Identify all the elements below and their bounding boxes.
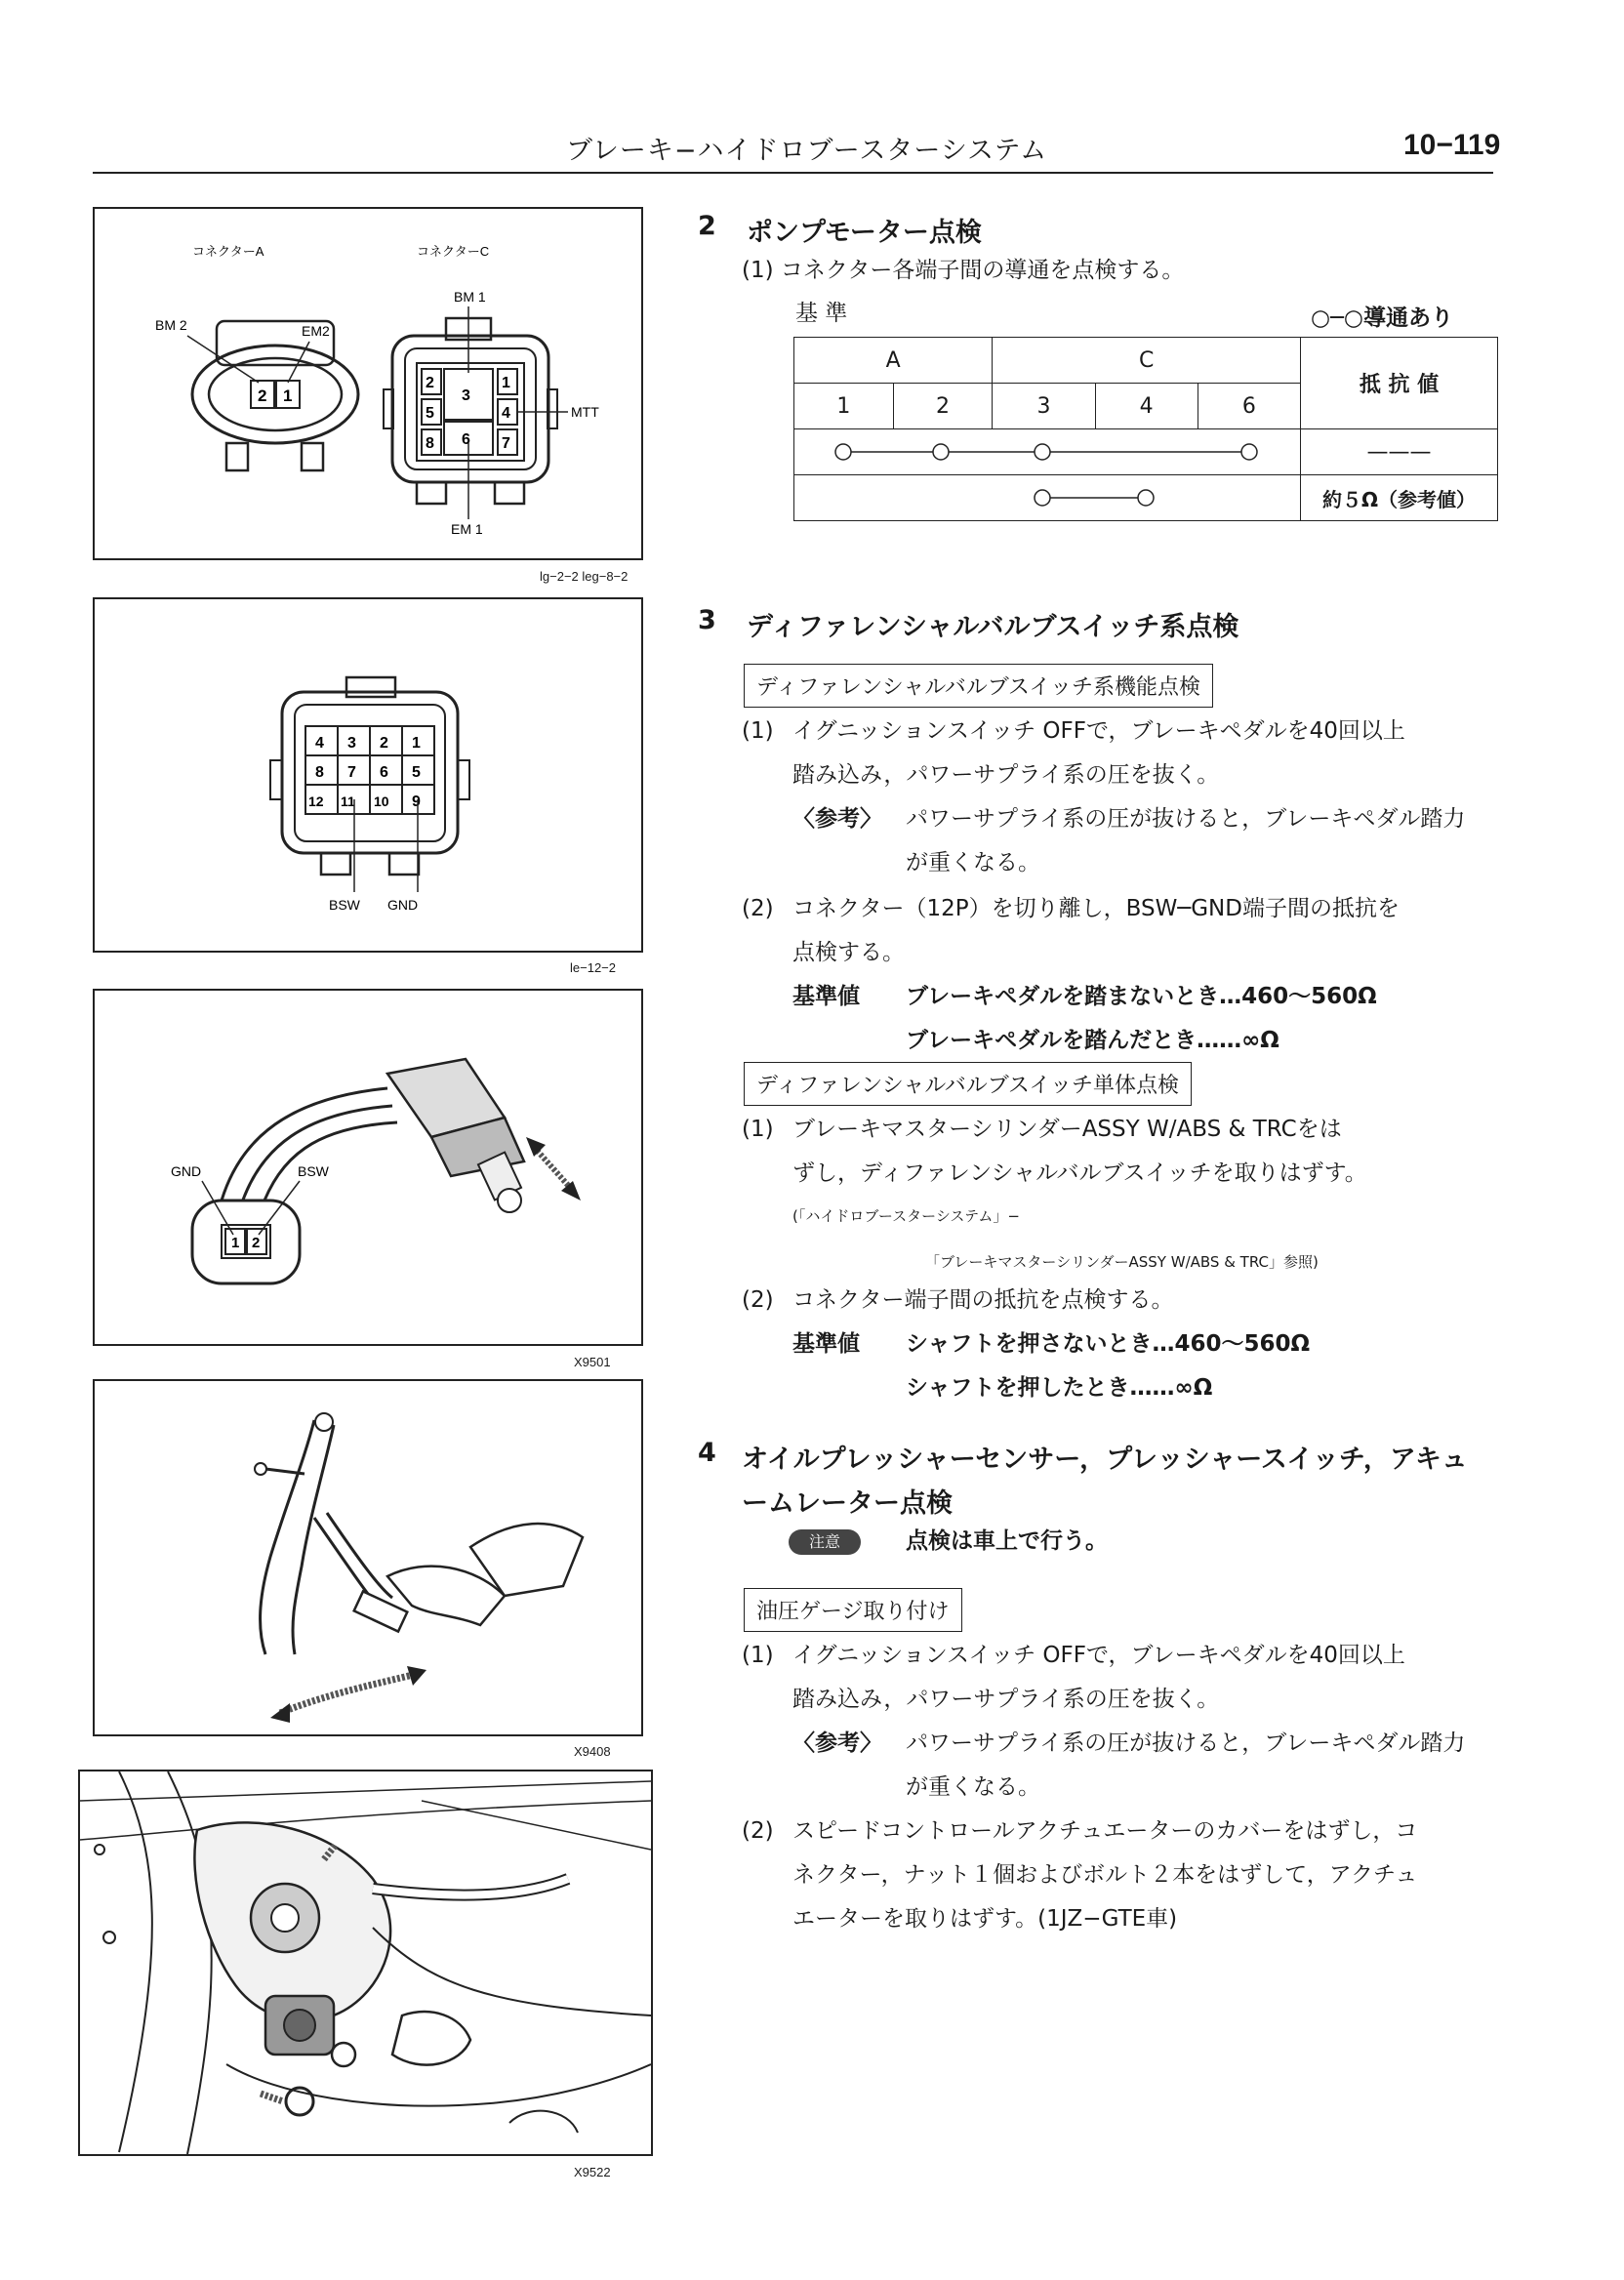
standard-value: ブレーキペダルを踏まないとき…460〜560Ω bbox=[906, 984, 1377, 1009]
figure-12p-connector bbox=[93, 597, 643, 953]
page-number: 10−119 bbox=[1403, 129, 1501, 161]
section-4-title: オイルプレッシャーセンサー，プレッシャースイッチ，アキュ bbox=[742, 1445, 1468, 1475]
step-number: (1) bbox=[742, 718, 774, 744]
reference-text: パワーサプライ系の圧が抜けると，ブレーキペダル踏力 bbox=[906, 806, 1466, 832]
pin-12p-9: 9 bbox=[412, 794, 421, 810]
step-text: イグニッションスイッチ OFFで，ブレーキペダルを40回以上 bbox=[792, 718, 1405, 744]
standard-value: シャフトを押さないとき…460〜560Ω bbox=[906, 1331, 1311, 1357]
step-text: エーターを取りはずす。(1JZ−GTE車) bbox=[792, 1906, 1178, 1932]
reference-text: が重くなる。 bbox=[906, 1774, 1040, 1800]
caution-badge: 注意 bbox=[789, 1529, 861, 1555]
step-text: コネクター端子間の抵抗を点検する。 bbox=[792, 1287, 1174, 1313]
pin-c-1: 1 bbox=[502, 375, 510, 391]
section-2-step-1: (1) コネクター各端子間の導通を点検する。 bbox=[742, 258, 1185, 283]
pin-12p-3: 3 bbox=[347, 735, 356, 752]
continuity-line-3-4 bbox=[794, 476, 1300, 519]
connector-diagram bbox=[95, 209, 641, 558]
pin-c-4: 4 bbox=[502, 405, 510, 422]
figure-caption: X9522 bbox=[574, 2165, 611, 2179]
gnd-label: GND bbox=[171, 1163, 202, 1179]
brake-pedal-illustration bbox=[95, 1381, 641, 1734]
engine-bay-illustration bbox=[80, 1771, 651, 2154]
step-text: 踏み込み，パワーサプライ系の圧を抜く。 bbox=[792, 1687, 1220, 1712]
section-2-title: ポンプモーター点検 bbox=[747, 218, 982, 248]
pin-12p-6: 6 bbox=[380, 764, 388, 781]
continuity-legend: ○─○導通あり bbox=[1311, 305, 1453, 331]
mtt-label: MTT bbox=[571, 404, 599, 420]
bsw-label: BSW bbox=[298, 1163, 329, 1179]
figure-caption: X9408 bbox=[574, 1744, 611, 1759]
pin-12p-1: 1 bbox=[412, 735, 421, 752]
step-text: イグニッションスイッチ OFFで，ブレーキペダルを40回以上 bbox=[792, 1643, 1405, 1668]
subsection-gauge-install: 油圧ゲージ取り付け bbox=[744, 1588, 962, 1632]
pin-c-5: 5 bbox=[426, 405, 434, 422]
standard-value-label: 基準値 bbox=[792, 1331, 860, 1357]
figure-valve-switch bbox=[93, 989, 643, 1346]
pin-c-6: 6 bbox=[462, 431, 470, 448]
pin-12p-5: 5 bbox=[412, 764, 421, 781]
bsw-label: BSW bbox=[329, 897, 360, 913]
pin-c-2: 2 bbox=[426, 375, 434, 391]
step-text: 点検する。 bbox=[792, 940, 905, 965]
table-col-2: 2 bbox=[893, 384, 993, 429]
section-2-number: 2 bbox=[698, 211, 716, 241]
reference-label: 〈参考〉 bbox=[792, 806, 882, 832]
continuity-line-1-5-6 bbox=[794, 430, 1300, 473]
continuity-row-2 bbox=[794, 475, 1301, 521]
pin-c-8: 8 bbox=[426, 435, 434, 452]
step-number: (2) bbox=[742, 1287, 774, 1313]
pin-a-2: 2 bbox=[258, 387, 267, 405]
reference-text: パワーサプライ系の圧が抜けると，ブレーキペダル踏力 bbox=[906, 1730, 1466, 1756]
figure-caption: lg−2−2 leg−8−2 bbox=[540, 569, 629, 584]
em2-label: EM2 bbox=[302, 323, 330, 339]
step-text: ブレーキマスターシリンダーASSY W/ABS & TRCをは bbox=[792, 1117, 1342, 1142]
subsection-function-check: ディファレンシャルバルブスイッチ系機能点検 bbox=[744, 664, 1213, 708]
pin-12p-2: 2 bbox=[380, 735, 388, 752]
connector-12p-diagram bbox=[95, 599, 641, 951]
table-group-a: A bbox=[794, 338, 993, 384]
cross-reference: 「ブレーキマスターシリンダーASSY W/ABS & TRC」参照) bbox=[925, 1253, 1319, 1271]
pin-c-7: 7 bbox=[502, 435, 510, 452]
reference-text: が重くなる。 bbox=[906, 850, 1040, 875]
section-4-title: ームレーター点検 bbox=[742, 1488, 953, 1519]
connector-c-label: コネクターC bbox=[417, 244, 490, 259]
table-col-4: 4 bbox=[1095, 384, 1198, 429]
step-text: ずし，ディファレンシャルバルブスイッチを取りはずす。 bbox=[792, 1160, 1367, 1186]
pin-c-3: 3 bbox=[462, 387, 470, 404]
figure-connectors-a-c bbox=[93, 207, 643, 560]
step-number: (2) bbox=[742, 1818, 774, 1844]
table-col-3: 3 bbox=[993, 384, 1095, 429]
page-header-title: ブレーキ−ハイドロブースターシステム bbox=[566, 136, 1048, 166]
pin-12p-12: 12 bbox=[308, 794, 324, 809]
pin-12p-7: 7 bbox=[347, 764, 356, 781]
bm1-label: BM 1 bbox=[454, 289, 486, 305]
figure-caption: X9501 bbox=[574, 1355, 611, 1369]
table-resistance-header: 抵 抗 値 bbox=[1301, 338, 1498, 429]
section-3-number: 3 bbox=[698, 605, 716, 635]
pin-a-1: 1 bbox=[283, 387, 293, 405]
pin-sw-2: 2 bbox=[252, 1235, 261, 1251]
step-number: (1) bbox=[742, 1117, 774, 1142]
table-group-c: C bbox=[993, 338, 1301, 384]
step-text: スピードコントロールアクチュエーターのカバーをはずし，コ bbox=[792, 1818, 1418, 1844]
figure-brake-pedal bbox=[93, 1379, 643, 1736]
em1-label: EM 1 bbox=[451, 521, 483, 537]
caution-text: 点検は車上で行う。 bbox=[906, 1528, 1108, 1554]
standard-value-label: 基準値 bbox=[792, 984, 860, 1009]
figure-engine-bay bbox=[78, 1770, 653, 2156]
figure-caption: le−12−2 bbox=[570, 960, 616, 975]
table-col-1: 1 bbox=[794, 384, 894, 429]
standard-value: シャフトを押したとき……∞Ω bbox=[906, 1375, 1213, 1401]
step-number: (1) bbox=[742, 1643, 774, 1668]
pin-sw-1: 1 bbox=[231, 1235, 240, 1251]
bm2-label: BM 2 bbox=[155, 317, 187, 333]
table-row-1-value: ——— bbox=[1301, 429, 1498, 475]
table-row-2-value: 約５Ω（参考値） bbox=[1301, 475, 1498, 521]
valve-switch-illustration bbox=[95, 991, 641, 1344]
standard-label: 基 準 bbox=[795, 301, 848, 326]
pin-12p-4: 4 bbox=[315, 735, 324, 752]
header-rule bbox=[93, 172, 1493, 174]
standard-value: ブレーキペダルを踏んだとき……∞Ω bbox=[906, 1028, 1279, 1053]
section-3-title: ディファレンシャルバルブスイッチ系点検 bbox=[747, 612, 1239, 642]
section-4-number: 4 bbox=[698, 1438, 716, 1468]
step-text: ネクター，ナット１個およびボルト２本をはずして，アクチュ bbox=[792, 1862, 1418, 1888]
pin-12p-11: 11 bbox=[341, 794, 355, 809]
pin-12p-8: 8 bbox=[315, 764, 324, 781]
step-text: コネクター（12P）を切り離し，BSW─GND端子間の抵抗を bbox=[792, 896, 1400, 921]
step-number: (2) bbox=[742, 896, 774, 921]
pin-12p-10: 10 bbox=[374, 794, 389, 809]
subsection-unit-check: ディファレンシャルバルブスイッチ単体点検 bbox=[744, 1062, 1192, 1106]
cross-reference: (「ハイドロブースターシステム」− bbox=[792, 1207, 1020, 1225]
reference-label: 〈参考〉 bbox=[792, 1730, 882, 1756]
gnd-label: GND bbox=[387, 897, 419, 913]
step-text: 踏み込み，パワーサプライ系の圧を抜く。 bbox=[792, 762, 1220, 788]
table-col-6: 6 bbox=[1198, 384, 1300, 429]
continuity-table bbox=[793, 337, 1498, 521]
continuity-row-1 bbox=[794, 429, 1301, 475]
connector-a-label: コネクターA bbox=[192, 244, 264, 259]
